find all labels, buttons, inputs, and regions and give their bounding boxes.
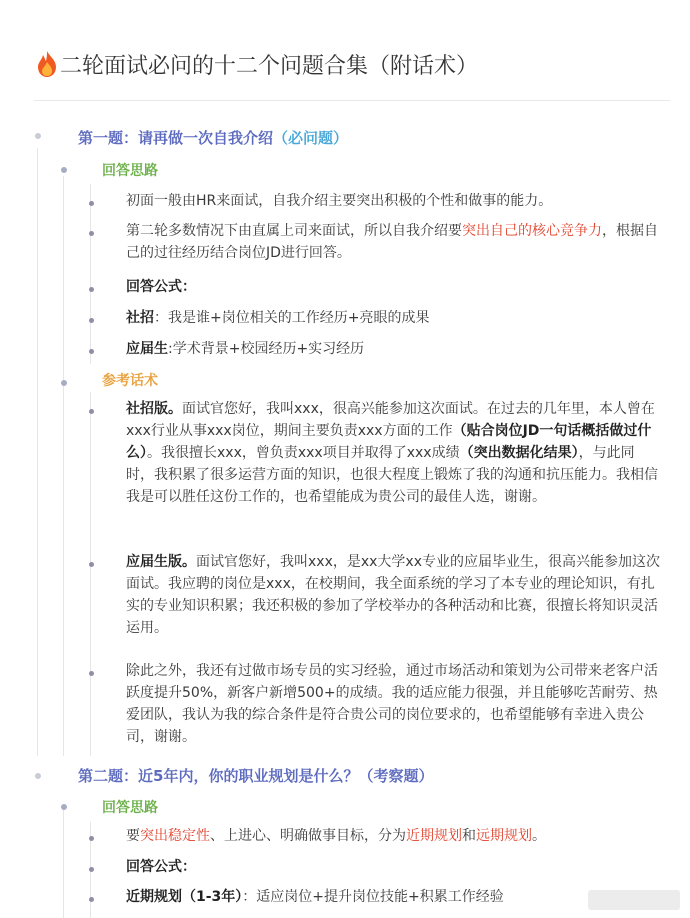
list-item	[126, 276, 662, 298]
question-heading	[78, 127, 348, 148]
bullet	[89, 836, 94, 841]
bullet	[89, 867, 94, 872]
watermark	[588, 890, 680, 910]
bullet	[89, 671, 94, 676]
question-title: 第一题：请再做一次自我介绍	[78, 129, 274, 147]
title-divider	[34, 100, 670, 101]
list-item: 要突出稳定性、上进心、明确做事目标，分为近期规划和远期规划。	[126, 828, 546, 844]
list-item: 社招：我是谁+岗位相关的工作经历+亮眼的成果	[126, 310, 430, 326]
section-label-answer-idea: 回答思路	[102, 163, 158, 179]
formula-label: 回答公式：	[126, 859, 196, 875]
section-label-reference: 参考话术	[102, 373, 158, 389]
list-item: 除此之外，我还有过做市场专员的实习经验，通过市场活动和策划为公司带来老客户活跃度提升50%，新客户新增500+的成绩。我的适应能力很强，并且能够吃苦耐劳、热爱团队，我认为我的综合条件是符合贵公司的岗位要求的，也希望能够有幸进入贵公司，谢谢。	[126, 663, 658, 745]
fire-icon	[36, 50, 58, 78]
outline-guide	[63, 176, 64, 756]
section-label-answer-idea: 回答思路	[102, 800, 158, 816]
bullet	[89, 231, 94, 236]
list-item	[126, 856, 662, 878]
bullet	[89, 562, 94, 567]
bullet	[61, 167, 67, 173]
question-heading	[78, 765, 433, 786]
list-item: 近期规划（1-3年）：适应岗位+提升岗位技能+积累工作经验	[126, 889, 504, 905]
highlight-text: 突出自己的核心竞争力	[462, 223, 602, 239]
list-item: 应届生:学术背景+校园经历+实习经历	[126, 341, 365, 357]
outline-guide	[63, 806, 64, 918]
outline-guide	[90, 392, 91, 756]
bullet	[61, 804, 67, 810]
outline-guide	[37, 148, 38, 756]
bullet	[89, 201, 94, 206]
outline-guide	[90, 184, 91, 364]
bullet	[89, 318, 94, 323]
list-item: 初面一般由HR来面试，自我介绍主要突出积极的个性和做事的能力。	[126, 193, 553, 209]
bullet	[89, 409, 94, 414]
question-tag: （必问题）	[273, 129, 349, 147]
question-tag: （考察题）	[358, 767, 434, 785]
list-item: 社招版。面试官您好，我叫xxx，很高兴能参加这次面试。在过去的几年里，本人曾在xxx行业从事xxx岗位，期间主要负责xxx方面的工作（贴合岗位JD一句话概括做过什么）。我很擅长xxx，曾负责xxx项目并取得了xxx成绩（突出数据化结果），与此同时，我积累了很多运营方面的知识，也很大程度上锻炼了我的沟通和抗压能力。我相信我是可以胜任这份工作的，也希望能成为贵公司的最佳人选，谢谢。	[126, 401, 658, 505]
bullet	[35, 773, 41, 779]
title-row	[36, 44, 670, 84]
list-item: 第二轮多数情况下由直属上司来面试，所以自我介绍要突出自己的核心竞争力，根据自己的过往经历结合岗位JD进行回答。	[126, 223, 658, 261]
formula-label: 回答公式：	[126, 279, 196, 295]
question-title: 第二题：近5年内，你的职业规划是什么？	[78, 767, 359, 785]
bullet	[35, 133, 41, 139]
bullet	[89, 897, 94, 902]
page-title: 二轮面试必问的十二个问题合集（附话术）	[60, 53, 479, 79]
bullet	[89, 349, 94, 354]
bullet	[61, 380, 67, 386]
bullet	[89, 287, 94, 292]
list-item: 应届生版。面试官您好，我叫xxx，是xx大学xx专业的应届毕业生，很高兴能参加这次面试。我应聘的岗位是xxx，在校期间，我全面系统的学习了本专业的理论知识，有扎实的专业知识积累；我还积极的参加了学校举办的各种活动和比赛，很擅长将知识灵活运用。	[126, 554, 660, 636]
